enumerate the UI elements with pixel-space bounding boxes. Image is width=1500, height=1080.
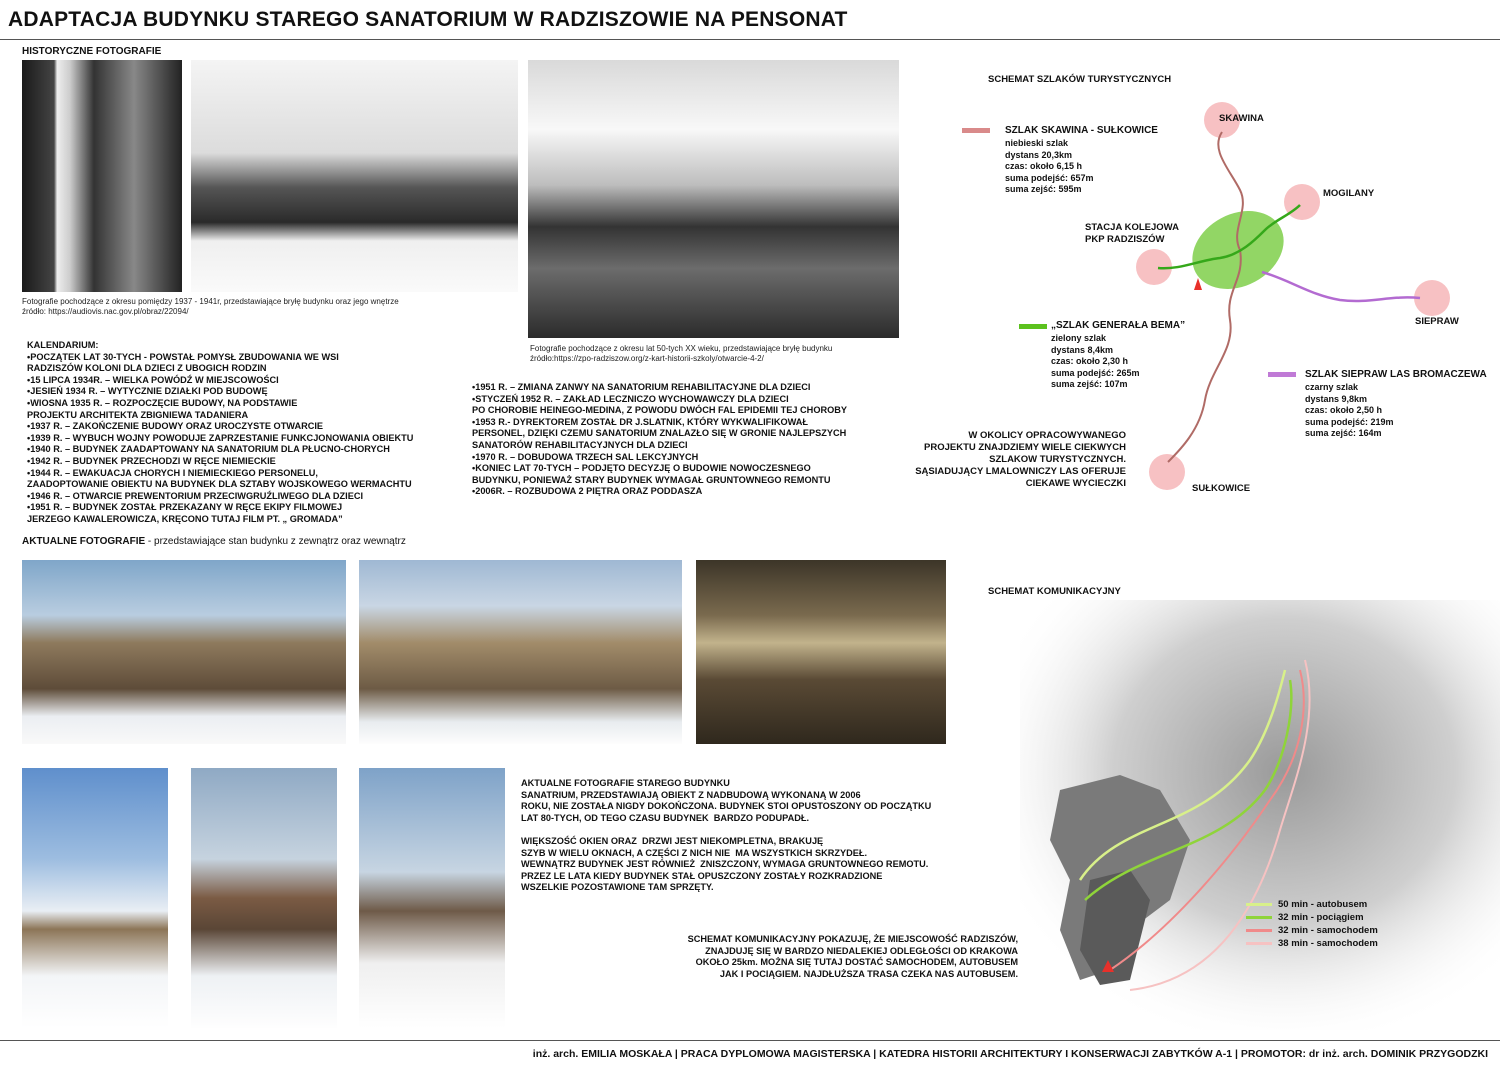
legend-item (1246, 911, 1378, 924)
legend-swatch (1246, 942, 1272, 945)
place-mogilany: MOGILANY (1323, 188, 1375, 199)
legend-swatch (1246, 929, 1272, 932)
bema-trail-title: „SZLAK GENERAŁA BEMA” (1051, 320, 1186, 331)
legend-label: 32 min - pociągiem (1278, 912, 1364, 923)
place-sieprawl: SIEPRAW (1415, 316, 1459, 327)
communication-note: SCHEMAT KOMUNIKACYJNY POKAZUJĘ, ŻE MIEJSCOWOŚĆ RADZISZÓW, ZNAJDUJĘ SIĘ W BARDZO NIEDALEKIEJ ODLEGŁOŚCI OD KRAKOWA OKOŁO 25km. MOŻNA SIĘ TUTAJ DOSTAĆ SAMOCHODEM, AUTOBUSEM JAK I POCIĄGIEM. NAJDŁUŻSZA TRASA CZEKA NAS AUTOBUSEM. (687, 934, 1018, 979)
legend-item (1246, 898, 1378, 911)
sieprawl-trail-line (1262, 272, 1420, 301)
legend-label: 50 min - autobusem (1278, 899, 1368, 910)
communication-title: SCHEMAT KOMUNIKACYJNY (988, 586, 1121, 597)
current-exterior-photo-4 (191, 768, 337, 1028)
bema-legend-swatch (1019, 324, 1047, 329)
sieprawl-trail-details: czarny szlak dystans 9,8km czas: około 2,50 h suma podejść: 219m suma zejść: 164m (1305, 382, 1394, 438)
historical-caption-1: Fotografie pochodzące z okresu pomiędzy 1937 - 1941r, przedstawiające bryłę budynku oraz jego wnętrze źródło: https://audiovis.nac.gov.pl/obraz/22094/ (22, 297, 399, 316)
title-divider (0, 39, 1500, 40)
current-exterior-photo-1 (22, 560, 346, 744)
historical-interior-photo (22, 60, 182, 292)
place-sulkowice: SUŁKOWICE (1192, 483, 1251, 494)
calendar-right: •1951 R. – ZMIANA ZANWY NA SANATORIUM REHABILITACYJNE DLA DZIECI •STYCZEŃ 1952 R. – ZAKŁAD LECZNICZO WYCHOWAWCZY DLA DZIECI PO CHOROBIE HEINEGO-MEDINA, Z POWODU DWÓCH FAL EPIDEMII TEJ CHOROBY •1953 R.- DYREKTOREM ZOSTAŁ DR J.SLATNIK, KTÓRY WYKWALIFIKOWAŁ PERSONEL, DZIĘKI CZEMU SANATORIUM ZNALAZŁO SIĘ W GRONIE NAJLEPSZYCH SANATORÓW REHABILITACYJNYCH DLA DZIECI •1970 R. – DOBUDOWA TRZECH SAL LEKCYJNYCH •KONIEC LAT 70-TYCH – PODJĘTO DECYZJĘ O BUDOWIE NOWOCZESNEGO BUDYNKU, PONIEWAŻ STARY BUDYNEK WYMAGAŁ GRUNTOWNEGO REMONTU •2006R. – ROZBUDOWA 2 PIĘTRA ORAZ PODDASZA (472, 382, 848, 497)
place-station: STACJA KOLEJOWA PKP RADZISZÓW (1085, 222, 1179, 245)
communication-legend (1246, 898, 1378, 950)
sieprawl-trail-title: SZLAK SIEPRAW LAS BROMACZEWA (1305, 369, 1487, 380)
trails-note: W OKOLICY OPRACOWYWANEGO PROJEKTU ZNAJDZIEMY WIELE CIEKWYCH SZLAKOW TURYSTYCZNYCH. SĄSIADUJĄCY LMALOWNICZY LAS OFERUJE CIEKAWE WYCIECZKI (915, 430, 1126, 489)
current-photos-label-rest: - przedstawiające stan budynku z zewnątrz oraz wewnątrz (145, 536, 406, 547)
historical-caption-2: Fotografie pochodzące z okresu lat 50-tych XX wieku, przedstawiające bryłę budynku źródło:https://zpo-radziszow.org/z-kart-historii-szkoly/otwarcie-4-2/ (530, 344, 833, 363)
legend-label: 38 min - samochodem (1278, 938, 1378, 949)
current-exterior-photo-2 (359, 560, 682, 744)
legend-swatch (1246, 916, 1272, 919)
communication-map (1020, 600, 1500, 1030)
place-skawina: SKAWINA (1219, 113, 1264, 124)
current-description: AKTUALNE FOTOGRAFIE STAREGO BUDYNKU SANATRIUM, PRZEDSTAWIAJĄ OBIEKT Z NADBUDOWĄ WYKONANĄ W 2006 ROKU, NIE ZOSTAŁA NIGDY DOKOŃCZONA. BUDYNEK STOI OPUSTOSZONY OD POCZĄTKU LAT 80-TYCH, OD TEGO CZASU BUDYNEK BARDZO PODUPADŁ. WIĘKSZOŚĆ OKIEN ORAZ DRZWI JEST NIEKOMPLETNA, BRAKUJĘ SZYB W WIELU OKNACH, A CZĘŚCI Z NICH NIE MA WSZYSTKICH SKRZYDEŁ. WEWNĄTRZ BUDYNEK JEST RÓWNIEŻ ZNISZCZONY, WYMAGA GRUNTOWNEGO REMOTU. PRZEZ LE LATA KIEDY BUDYNEK STAŁ OPUSZCZONY ZOSTAŁY ROZKRADZIONE WSZELKIE POZOSTAWIONE TAM SPRZĘTY. (521, 778, 932, 893)
footer-credits: inż. arch. EMILIA MOSKAŁA | PRACA DYPLOMOWA MAGISTERSKA | KATEDRA HISTORII ARCHITEKTURY I KONSERWACJI ZABYTKÓW A-1 | PROMOTOR: dr inż. arch. DOMINIK PRZYGODZKI (532, 1048, 1488, 1060)
skawina-trail-details: niebieski szlak dystans 20,3km czas: około 6,15 h suma podejść: 657m suma zejść: 595m (1005, 138, 1094, 194)
historical-photos-label: HISTORYCZNE FOTOGRAFIE (22, 46, 162, 57)
skawina-legend-swatch (962, 128, 990, 133)
historical-building-winter-photo (191, 60, 518, 292)
calendar-left: KALENDARIUM: •POCZĄTEK LAT 30-TYCH - POWSTAŁ POMYSŁ ZBUDOWANIA WE WSI RADZISZÓW KOLONI DLA DZIECI Z UBOGICH RODZIN •15 LIPCA 1934R. – WIELKA POWÓDŹ W MIEJSCOWOŚCI •JESIEŃ 1934 R. – WYTYCZNIE DZIAŁKI POD BUDOWĘ •WIOSNA 1935 R. – ROZPOCZĘCIE BUDOWY, NA PODSTAWIE PROJEKTU ARCHITEKTA ZBIGNIEWA TADANIERA •1937 R. – ZAKOŃCZENIE BUDOWY ORAZ UROCZYSTE OTWARCIE •1939 R. – WYBUCH WOJNY POWODUJE ZAPRZESTANIE FUNKCJONOWANIA OBIEKTU •1940 R. – BUDYNEK ZAADAPTOWANY NA SANATORIUM DLA PŁUCNO-CHORYCH •1942 R. – BUDYNEK PRZECHODZI W RĘCE NIEMIECKIE •1944 R. – EWAKUACJA CHORYCH I NIEMIECKIEGO PERSONELU, ZAADOPTOWANIE OBIEKTU NA BUDYNEK DLA SZTABY WOJSKOWEGO WERMACHTU •1946 R. – OTWARCIE PREWENTORIUM PRZECIWGRUŹLIWEGO DLA DZIECI •1951 R. – BUDYNEK ZOSTAŁ PRZEKAZANY W RĘCE EKIPY FILMOWEJ JERZEGO KAWALEROWICZA, KRĘCONO TUTAJ FILM PT. „ GROMADA” (27, 340, 414, 524)
sulkowice-circle (1149, 454, 1185, 490)
historical-building-1950s-photo (528, 60, 899, 338)
skawina-trail-line (1168, 132, 1243, 462)
current-exterior-photo-5 (359, 768, 505, 1028)
current-photos-label-bold: AKTUALNE FOTOGRAFIE (22, 536, 146, 547)
footer-divider (0, 1040, 1500, 1041)
skawina-trail-title: SZLAK SKAWINA - SUŁKOWICE (1005, 125, 1158, 136)
trails-title: SCHEMAT SZLAKÓW TURYSTYCZNYCH (988, 74, 1172, 85)
current-exterior-photo-3 (22, 768, 168, 1028)
location-marker-icon (1194, 278, 1202, 290)
sieprawl-legend-swatch (1268, 372, 1296, 377)
current-interior-stairs-photo (696, 560, 946, 744)
current-photos-label (22, 536, 406, 547)
legend-item (1246, 937, 1378, 950)
legend-item (1246, 924, 1378, 937)
bema-trail-details: zielony szlak dystans 8,4km czas: około 2,30 h suma podejść: 265m suma zejść: 107m (1051, 333, 1140, 389)
page-title: ADAPTACJA BUDYNKU STAREGO SANATORIUM W RADZISZOWIE NA PENSONAT (8, 8, 848, 31)
legend-swatch (1246, 903, 1272, 906)
legend-label: 32 min - samochodem (1278, 925, 1378, 936)
